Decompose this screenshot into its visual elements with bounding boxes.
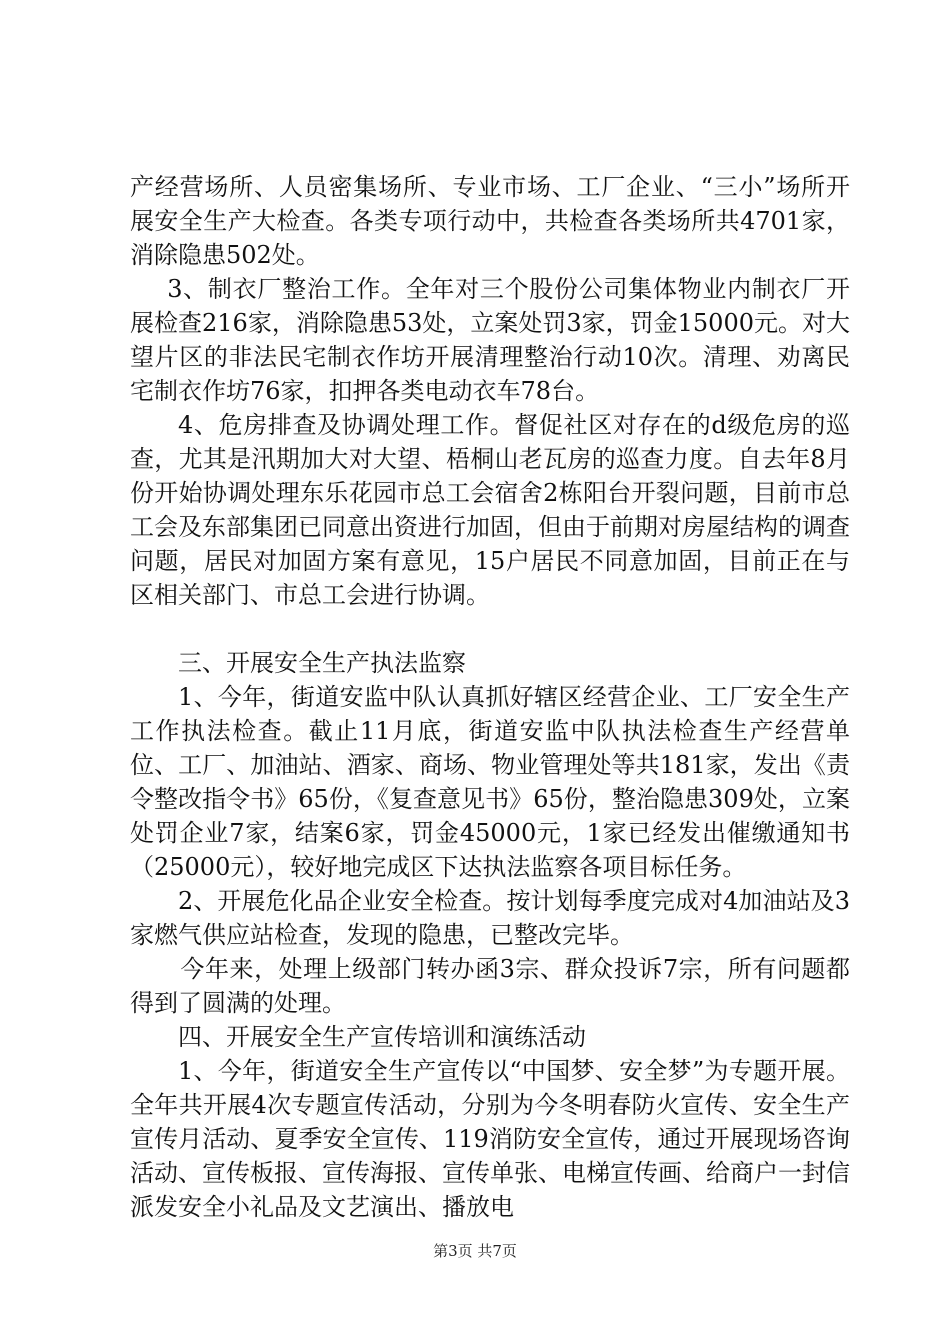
paragraph-dangerous-housing: 4、危房排查及协调处理工作。督促社区对存在的d级危房的巡查，尤其是汛期加大对大望、梧桐山老瓦房的巡查力度。自去年8月份开始协调处理东乐花园市总工会宿舍2栋阳台开裂问题，目前市总工会及东部集团已同意出资进行加固，但由于前期对房屋结构的调查问题，居民对加固方案有意见，15户居民不同意加固，目前正在与区相关部门、市总工会进行协调。 [130,411,850,609]
paragraph-complaints: 今年来，处理上级部门转办函3宗、群众投诉7宗，所有问题都得到了圆满的处理。 [130,955,850,1017]
section-heading-publicity: 四、开展安全生产宣传培训和演练活动 [178,1023,586,1051]
page-number-footer: 第3页 共7页 [433,1242,517,1260]
paragraph-enforcement-inspection: 1、今年，街道安监中队认真抓好辖区经营企业、工厂安全生产工作执法检查。截止11月底，街道安监中队执法检查生产经营单位、工厂、加油站、酒家、商场、物业管理处等共181家，发出《责令整改指令书》65份，《复查意见书》65份，整治隐患309处，立案处罚企业7家，结案6家，罚金45000元，1家已经发出催缴通知书（25000元），较好地完成区下达执法监察各项目标任务。 [130,683,850,881]
document-body [130,170,850,1224]
paragraph-publicity: 1、今年，街道安全生产宣传以“中国梦、安全梦”为专题开展。全年共开展4次专题宣传活动，分别为今冬明春防火宣传、安全生产宣传月活动、夏季安全宣传、119消防安全宣传，通过开展现场咨询活动、宣传板报、宣传海报、宣传单张、电梯宣传画、给商户一封信派发安全小礼品及文艺演出、播放电 [130,1057,850,1221]
paragraph-garment-factory: 3、制衣厂整治工作。全年对三个股份公司集体物业内制衣厂开展检查216家，消除隐患53处，立案处罚3家，罚金15000元。对大望片区的非法民宅制衣作坊开展清理整治行动10次。清理、劝离民宅制衣作坊76家，扣押各类电动衣车78台。 [130,275,850,405]
paragraph-hazardous-chemicals: 2、开展危化品企业安全检查。按计划每季度完成对4加油站及3家燃气供应站检查，发现的隐患，已整改完毕。 [130,887,850,949]
section-heading-enforcement: 三、开展安全生产执法监察 [178,649,466,677]
paragraph-continuation: 产经营场所、人员密集场所、专业市场、工厂企业、“三小”场所开展安全生产大检查。各类专项行动中，共检查各类场所共4701家，消除隐患502处。 [130,173,850,269]
paragraph-spacer [130,612,850,646]
